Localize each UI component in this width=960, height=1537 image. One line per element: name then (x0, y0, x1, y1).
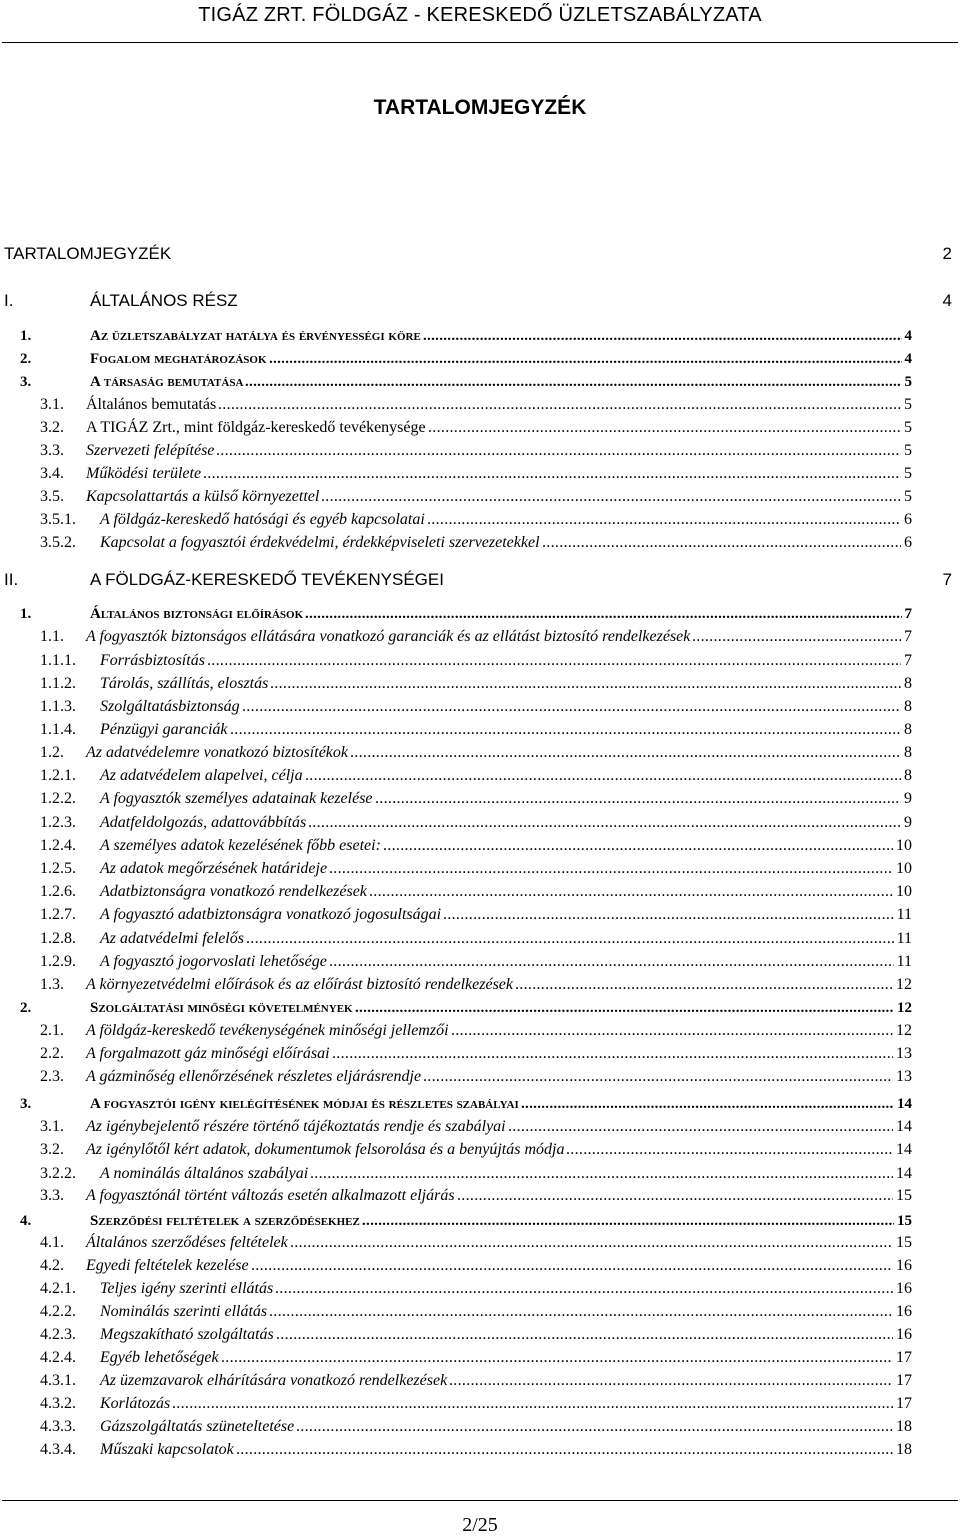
toc-entry-number: 3.4. (40, 465, 64, 482)
toc-dot-leader (308, 812, 901, 834)
toc-entry-page: 11 (896, 953, 912, 970)
toc-entry-title: A személyes adatok kezelésének főbb esetei: (100, 837, 381, 854)
page-title: TARTALOMJEGYZÉK (373, 96, 587, 119)
toc-entry-page: 17 (896, 1349, 912, 1366)
toc-entry-title: Szolgáltatási minőségi követelmények (90, 1000, 353, 1016)
toc-entry[interactable] (0, 1116, 960, 1138)
toc-dot-leader (245, 371, 902, 393)
toc-entry-page: 8 (904, 744, 912, 761)
toc-entry-number: 1.2.8. (40, 930, 76, 947)
toc-entry-page: 13 (896, 1045, 912, 1062)
toc-entry-title: A társaság bemutatása (90, 374, 244, 390)
toc-entry-page: 11 (896, 906, 912, 923)
toc-entry-title: A fogyasztó jogorvoslati lehetősége (100, 953, 327, 970)
toc-entry-number: 1.1.4. (40, 721, 76, 738)
toc-dot-leader (290, 1232, 893, 1254)
toc-entry-number: 4. (20, 1213, 32, 1229)
toc-entry[interactable] (0, 1163, 960, 1185)
toc-entry[interactable] (0, 1278, 960, 1300)
toc-entry-title: Az adatvédelem alapelvei, célja (100, 767, 303, 784)
toc-entry-title: A fogyasztónál történt változás esetén alkalmazott eljárás (86, 1187, 455, 1204)
toc-dot-leader (242, 696, 901, 718)
toc-entry-number: 3.2. (40, 1141, 64, 1158)
toc-entry-number: 1.1.2. (40, 675, 76, 692)
toc-entry[interactable] (0, 1416, 960, 1438)
toc-entry[interactable] (0, 1439, 960, 1461)
toc-entry-title: Általános biztonsági előírások (90, 606, 304, 622)
toc-entry-number: 2.3. (40, 1068, 64, 1085)
toc-entry-title: Nominálás szerinti ellátás (100, 1303, 268, 1320)
page-number: 2/25 (462, 1514, 498, 1536)
toc-dot-leader (172, 1393, 893, 1415)
toc-dot-leader (383, 835, 893, 857)
toc-dot-leader (449, 1370, 893, 1392)
toc-dot-leader (566, 1139, 893, 1161)
toc-entry[interactable] (0, 1139, 960, 1161)
toc-entry[interactable] (0, 904, 960, 926)
toc-entry-page: 7 (942, 570, 952, 589)
toc-dot-leader (276, 1324, 893, 1346)
toc-dot-leader (329, 858, 893, 880)
toc-entry[interactable] (0, 835, 960, 857)
toc-entry-title: Szervezeti felépítése (86, 442, 215, 459)
toc-entry-title: Tárolás, szállítás, elosztás (100, 675, 269, 692)
toc-dot-leader (236, 1439, 893, 1461)
toc-entry-title: A FÖLDGÁZ-KERESKEDŐ TEVÉKENYSÉGEI (90, 570, 444, 589)
toc-entry-number: 1.2.2. (40, 790, 76, 807)
toc-dot-leader (270, 673, 901, 695)
toc-entry-number: II. (4, 570, 19, 589)
toc-entry-page: 5 (904, 396, 912, 413)
toc-entry-title: A földgáz-kereskedő hatósági és egyéb kapcsolatai (100, 511, 425, 528)
toc-entry-page: 9 (904, 814, 912, 831)
toc-entry-number: 1.2.4. (40, 837, 76, 854)
toc-entry[interactable] (0, 1185, 960, 1207)
toc-entry-title: Az igénylőtől kért adatok, dokumentumok felsorolása és a benyújtás módja (86, 1141, 565, 1158)
toc-entry[interactable] (0, 394, 960, 416)
toc-entry-title: Kapcsolattartás a külső környezettel (86, 488, 320, 505)
toc-entry-page: 5 (904, 419, 912, 436)
toc-entry-title: Az adatvédelmi felelős (100, 930, 244, 947)
toc-entry-number: 4.3.2. (40, 1395, 76, 1412)
toc-entry-number: 3.2.2. (40, 1165, 76, 1182)
toc-dot-leader (221, 1347, 893, 1369)
toc-entry-number: 3.5.2. (40, 534, 76, 551)
toc-entry[interactable] (0, 1043, 960, 1065)
toc-entry-title: A fogyasztó adatbiztonságra vonatkozó jogosultságai (100, 906, 442, 923)
toc-entry-page: 9 (904, 790, 912, 807)
toc-entry-page: 5 (904, 465, 912, 482)
toc-dot-leader (296, 1416, 893, 1438)
toc-entry-number: 1.2.6. (40, 883, 76, 900)
toc-entry-title: ÁLTALÁNOS RÉSZ (90, 291, 238, 310)
toc-dot-leader (692, 626, 901, 648)
toc-entry-page: 7 (904, 652, 912, 669)
toc-entry-page: 16 (896, 1326, 912, 1343)
toc-entry-page: 16 (896, 1303, 912, 1320)
toc-dot-leader (515, 974, 893, 996)
toc-entry-number: 4.2.2. (40, 1303, 76, 1320)
toc-entry-title: Pénzügyi garanciák (100, 721, 228, 738)
toc-entry-number: 3. (20, 1096, 32, 1112)
toc-dot-leader (427, 509, 901, 531)
toc-entry-number: 4.3.3. (40, 1418, 76, 1435)
toc-entry[interactable] (0, 650, 960, 672)
toc-entry[interactable] (0, 812, 960, 834)
toc-entry[interactable] (0, 532, 960, 554)
toc-entry-number: 1.1. (40, 628, 64, 645)
toc-dot-leader (305, 765, 901, 787)
toc-entry-number: 1.1.1. (40, 652, 76, 669)
toc-dot-leader (203, 463, 901, 485)
toc-entry-title: TARTALOMJEGYZÉK (4, 244, 172, 263)
toc-entry-number: 4.1. (40, 1234, 64, 1251)
toc-entry-number: 3.1. (40, 1118, 64, 1135)
toc-entry[interactable] (0, 1210, 960, 1232)
toc-entry-page: 8 (904, 675, 912, 692)
toc-dot-leader (246, 928, 894, 950)
toc-entry-page: 11 (896, 930, 912, 947)
toc-entry-number: 2.2. (40, 1045, 64, 1062)
toc-entry-page: 4 (904, 351, 912, 367)
toc-dot-leader (369, 881, 893, 903)
toc-entry[interactable] (0, 486, 960, 508)
toc-entry-page: 14 (896, 1141, 912, 1158)
toc-entry[interactable] (0, 696, 960, 718)
toc-entry-page: 17 (896, 1372, 912, 1389)
toc-entry[interactable] (0, 1393, 960, 1415)
toc-entry-page: 2 (942, 244, 952, 263)
toc-entry-number: 1. (20, 328, 32, 344)
toc-entry-title: Egyéb lehetőségek (100, 1349, 219, 1366)
toc-entry-title: Működési területe (86, 465, 202, 482)
toc-entry-title: A nominálás általános szabályai (100, 1165, 309, 1182)
toc-entry-page: 18 (896, 1418, 912, 1435)
toc-dot-leader (251, 1255, 893, 1277)
toc-entry-page: 17 (896, 1395, 912, 1412)
toc-entry-page: 7 (904, 628, 912, 645)
toc-entry-number: 4.2.1. (40, 1280, 76, 1297)
toc-entry-page: 4 (942, 291, 952, 310)
toc-entry-number: 3.2. (40, 419, 64, 436)
toc-dot-leader (230, 719, 901, 741)
toc-entry-number: 4.2. (40, 1257, 64, 1274)
toc-entry-title: Teljes igény szerinti ellátás (100, 1280, 274, 1297)
toc-entry-page: 6 (904, 534, 912, 551)
toc-entry-page: 5 (904, 374, 912, 390)
toc-entry[interactable] (0, 1255, 960, 1277)
toc-dot-leader (310, 1163, 893, 1185)
toc-dot-leader (375, 788, 901, 810)
toc-entry[interactable] (0, 1020, 960, 1042)
toc-dot-leader (332, 1043, 893, 1065)
toc-entry-title: Az igénybejelentő részére történő tájékoztatás rendje és szabályai (86, 1118, 506, 1135)
toc-entry-number: 3.1. (40, 396, 64, 413)
toc-entry-page: 15 (896, 1187, 912, 1204)
toc-entry-title: Korlátozás (100, 1395, 171, 1412)
toc-entry[interactable] (0, 997, 960, 1019)
toc-entry-page: 8 (904, 767, 912, 784)
running-header: TIGÁZ ZRT. FÖLDGÁZ - KERESKEDŐ ÜZLETSZABÁLYZATA (198, 4, 762, 26)
toc-entry-title: Fogalom meghatározások (90, 351, 267, 367)
toc-entry[interactable] (0, 1324, 960, 1346)
toc-entry-number: 3.5.1. (40, 511, 76, 528)
toc-entry-title: A gázminőség ellenőrzésének részletes eljárásrendje (86, 1068, 422, 1085)
toc-entry-page: 12 (897, 1000, 912, 1016)
toc-dot-leader (423, 1066, 893, 1088)
toc-entry-number: 1.2.5. (40, 860, 76, 877)
toc-entry[interactable] (0, 1066, 960, 1088)
toc-entry-number: 1.1.3. (40, 698, 76, 715)
toc-entry-number: 1.2. (40, 744, 64, 761)
toc-entry-title: Megszakítható szolgáltatás (100, 1326, 274, 1343)
toc-entry-title: Az adatok megőrzésének határideje (100, 860, 328, 877)
toc-entry[interactable] (0, 569, 960, 591)
toc-entry-number: 4.3.1. (40, 1372, 76, 1389)
toc-entry-number: 4.2.3. (40, 1326, 76, 1343)
toc-entry-page: 16 (896, 1257, 912, 1274)
toc-entry-title: Adatbiztonságra vonatkozó rendelkezések (100, 883, 367, 900)
toc-entry-title: Általános szerződéses feltételek (86, 1234, 288, 1251)
toc-entry-page: 5 (904, 488, 912, 505)
toc-entry-number: 1.2.1. (40, 767, 76, 784)
toc-entry-page: 13 (896, 1068, 912, 1085)
toc-dot-leader (350, 742, 901, 764)
toc-entry-page: 15 (896, 1234, 912, 1251)
toc-entry-number: 1.3. (40, 976, 64, 993)
toc-entry-number: 3.3. (40, 1187, 64, 1204)
toc-entry[interactable] (0, 290, 960, 312)
toc-entry-title: A fogyasztók biztonságos ellátására vonatkozó garanciák és az ellátást biztosító rendelkezések (86, 628, 691, 645)
toc-entry-title: Egyedi feltételek kezelése (86, 1257, 249, 1274)
toc-dot-leader (216, 440, 901, 462)
toc-entry-title: Az adatvédelemre vonatkozó biztosítékok (86, 744, 348, 761)
toc-entry-page: 10 (896, 837, 912, 854)
toc-entry[interactable] (0, 719, 960, 741)
toc-entry-title: A fogyasztói igény kielégítésének módjai és részletes szabályai (90, 1096, 519, 1112)
toc-entry-title: Kapcsolat a fogyasztói érdekvédelmi, érdekképviseleti szervezetekkel (100, 534, 540, 551)
toc-dot-leader (443, 904, 894, 926)
toc-entry-number: 1.2.3. (40, 814, 76, 831)
toc-entry[interactable] (0, 881, 960, 903)
toc-dot-leader (275, 1278, 893, 1300)
toc-entry-page: 16 (896, 1280, 912, 1297)
toc-entry[interactable] (0, 440, 960, 462)
toc-entry[interactable] (0, 626, 960, 648)
toc-dot-leader (218, 394, 901, 416)
toc-entry-title: A környezetvédelmi előírások és az előírást biztosító rendelkezések (86, 976, 514, 993)
toc-dot-leader (355, 997, 894, 1019)
toc-entry-page: 14 (897, 1096, 912, 1112)
toc-entry-number: 2. (20, 1000, 32, 1016)
toc-entry-number: 1. (20, 606, 32, 622)
toc-dot-leader (508, 1116, 893, 1138)
toc-entry-number: 1.2.9. (40, 953, 76, 970)
toc-dot-leader (428, 417, 901, 439)
toc-entry-title: A fogyasztók személyes adatainak kezelése (100, 790, 373, 807)
toc-entry-number: 2. (20, 351, 32, 367)
toc-entry-title: Szerződési feltételek a szerződésekhez (90, 1213, 360, 1229)
toc-dot-leader (269, 1301, 893, 1323)
toc-entry-title: Gázszolgáltatás szüneteltetése (100, 1418, 295, 1435)
toc-entry[interactable] (0, 1232, 960, 1254)
toc-entry-number: 3.3. (40, 442, 64, 459)
toc-entry-title: A TIGÁZ Zrt., mint földgáz-kereskedő tevékenysége (86, 419, 426, 436)
toc-entry-page: 8 (904, 721, 912, 738)
footer-rule (2, 1500, 958, 1501)
toc-entry-number: I. (4, 291, 14, 310)
toc-entry-page: 12 (896, 976, 912, 993)
toc-entry-title: Az üzletszabályzat hatálya és érvényességi köre (90, 328, 421, 344)
toc-entry-page: 14 (896, 1165, 912, 1182)
toc-entry-page: 5 (904, 442, 912, 459)
toc-entry-page: 10 (896, 883, 912, 900)
toc-dot-leader (542, 532, 901, 554)
toc-entry[interactable] (0, 928, 960, 950)
toc-entry-title: Forrásbiztosítás (100, 652, 205, 669)
toc-dot-leader (457, 1185, 893, 1207)
toc-entry[interactable] (0, 673, 960, 695)
toc-entry-page: 4 (904, 328, 912, 344)
toc-dot-leader (305, 603, 902, 625)
toc-dot-leader (423, 325, 902, 347)
toc-entry[interactable] (0, 1301, 960, 1323)
toc-entry-title: Műszaki kapcsolatok (100, 1441, 234, 1458)
toc-entry[interactable] (0, 603, 960, 625)
toc-entry[interactable] (0, 463, 960, 485)
toc-entry-page: 18 (896, 1441, 912, 1458)
toc-dot-leader (362, 1210, 894, 1232)
toc-dot-leader (451, 1020, 893, 1042)
toc-entry[interactable] (0, 325, 960, 347)
toc-dot-leader (207, 650, 901, 672)
toc-entry[interactable] (0, 371, 960, 393)
toc-entry-title: Adatfeldolgozás, adattovábbítás (100, 814, 307, 831)
toc-dot-leader (321, 486, 901, 508)
toc-dot-leader (329, 951, 894, 973)
toc-entry[interactable] (0, 348, 960, 370)
toc-entry[interactable] (0, 858, 960, 880)
toc-entry-number: 4.3.4. (40, 1441, 76, 1458)
toc-entry-page: 15 (897, 1213, 912, 1229)
toc-entry[interactable] (0, 974, 960, 996)
toc-entry-number: 1.2.7. (40, 906, 76, 923)
toc-entry[interactable] (0, 951, 960, 973)
toc-entry[interactable] (0, 1093, 960, 1115)
toc-entry-number: 3.5. (40, 488, 64, 505)
toc-dot-leader (269, 348, 902, 370)
toc-entry-title: A földgáz-kereskedő tevékenységének minőségi jellemzői (86, 1022, 449, 1039)
toc-entry[interactable] (0, 1347, 960, 1369)
toc-entry-page: 10 (896, 860, 912, 877)
toc-entry[interactable] (0, 765, 960, 787)
toc-entry-page: 12 (896, 1022, 912, 1039)
toc-entry[interactable] (0, 417, 960, 439)
toc-dot-leader (521, 1093, 894, 1115)
toc-entry-title: Szolgáltatásbiztonság (100, 698, 240, 715)
toc-entry[interactable] (0, 243, 960, 265)
toc-entry-number: 3. (20, 374, 32, 390)
toc-entry-page: 7 (904, 606, 912, 622)
toc-entry-number: 4.2.4. (40, 1349, 76, 1366)
toc-entry[interactable] (0, 1370, 960, 1392)
toc-entry-number: 2.1. (40, 1022, 64, 1039)
toc-entry[interactable] (0, 742, 960, 764)
toc-entry-page: 6 (904, 511, 912, 528)
toc-entry-page: 8 (904, 698, 912, 715)
toc-entry-title: Általános bemutatás (86, 396, 217, 413)
toc-entry[interactable] (0, 788, 960, 810)
toc-entry-page: 14 (896, 1118, 912, 1135)
toc-entry[interactable] (0, 509, 960, 531)
toc-entry-title: Az üzemzavarok elhárítására vonatkozó rendelkezések (100, 1372, 448, 1389)
toc-entry-title: A forgalmazott gáz minőségi előírásai (86, 1045, 330, 1062)
